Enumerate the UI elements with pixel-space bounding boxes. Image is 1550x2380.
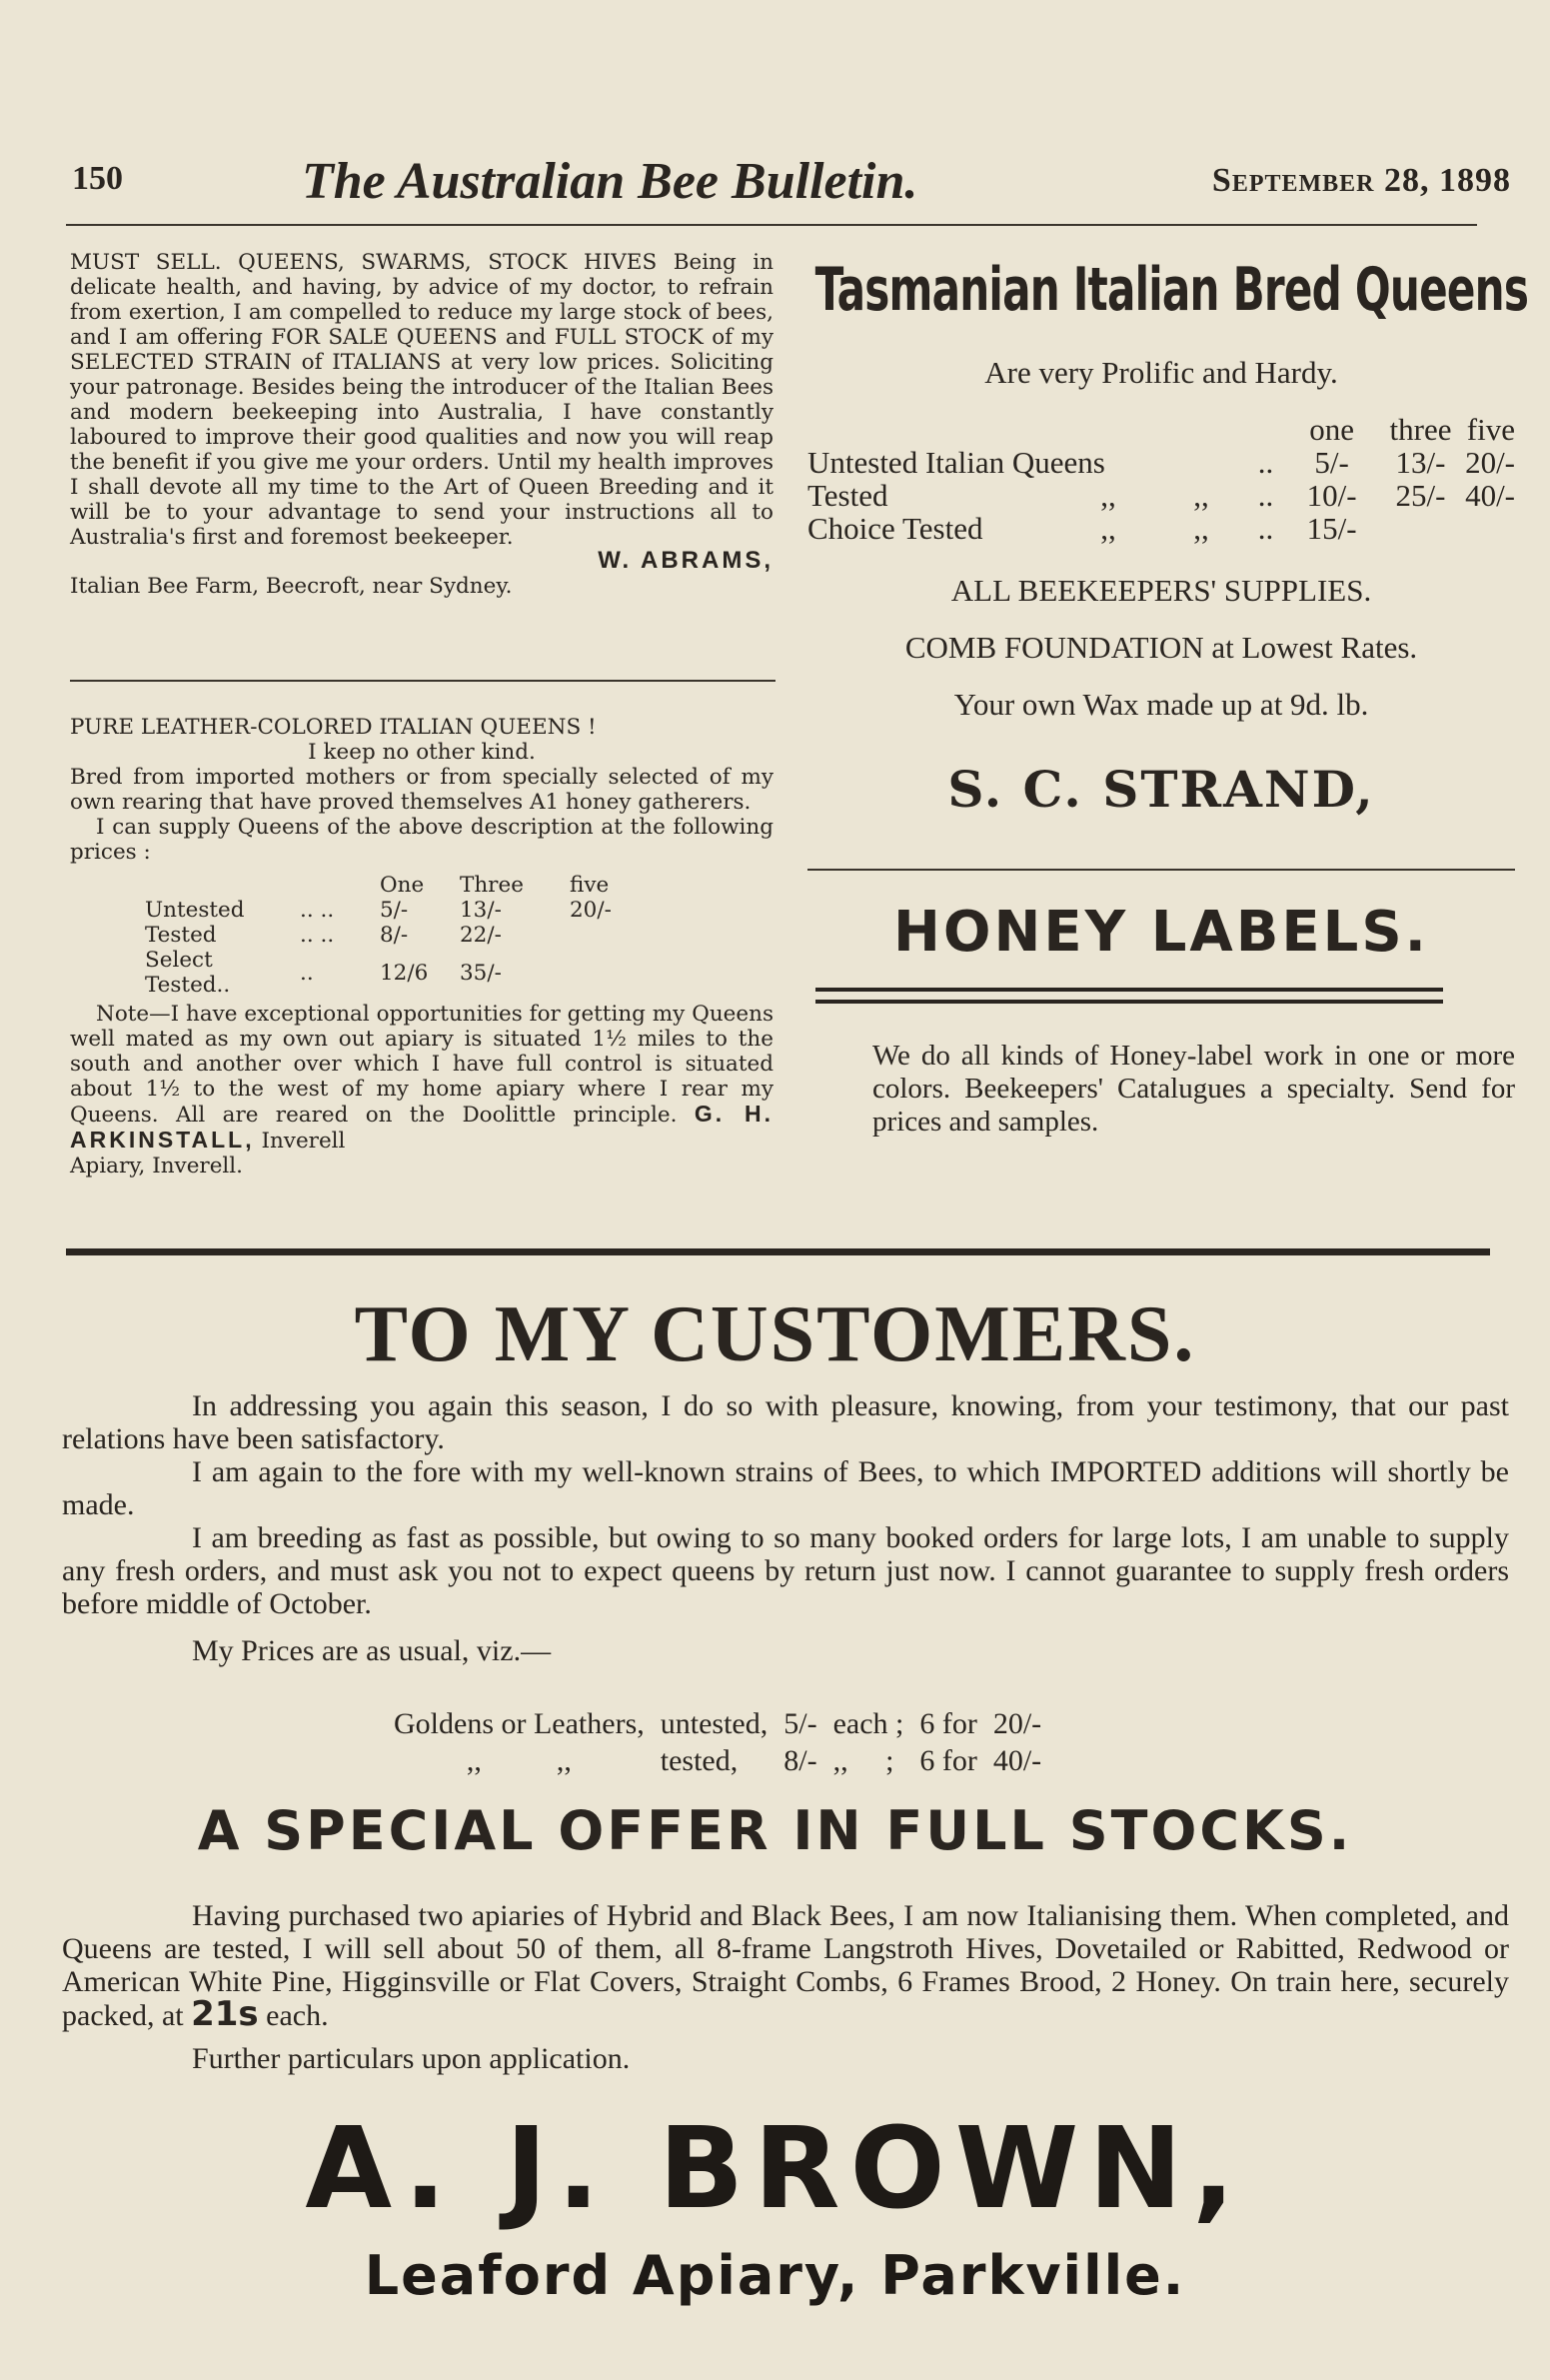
price-row: [70, 948, 612, 998]
special-offer-further: Further particulars upon application.: [192, 2042, 631, 2075]
strand-row-dots: ..: [1257, 445, 1274, 480]
customers-para-2: I am again to the fore with my well-known strains of Bees, to which IMPORTED additions will shortly be made.: [62, 1455, 1509, 1521]
price-header-row: [70, 873, 612, 898]
customers-price-row: [387, 1743, 1048, 1778]
page-header: [72, 153, 1511, 220]
price-row: [70, 898, 612, 923]
arkinstall-line2: Bred from imported mothers or from specially selected of my own rearing that have proved themselves A1 honey gatherers.: [70, 765, 774, 815]
customers-para-3: I am breeding as fast as possible, but owing to so many booked orders for large lots, I am unable to supply any fresh orders, and must ask you not to expect queens by return just now. I cannot guarantee to supply fresh orders before middle of October.: [62, 1521, 1509, 1620]
special-offer-body: [62, 1899, 1509, 2075]
price-row: [70, 923, 612, 948]
customers-price-table: [385, 1704, 1050, 1780]
strand-row-dots: ..: [1257, 478, 1274, 513]
honey-labels-title: HONEY LABELS.: [893, 900, 1429, 965]
arkinstall-line1: I keep no other kind.: [308, 740, 536, 765]
section-divider-rule: [66, 1248, 1490, 1255]
strand-col-one: one: [1309, 412, 1354, 447]
special-offer-price: 21s: [191, 1994, 259, 2034]
customers-para-1: In addressing you again this season, I do so with pleasure, knowing, from your testimony, that our past relations have been satisfactory.: [62, 1389, 1509, 1455]
strand-row-one: 15/-: [1306, 511, 1357, 546]
price-five: [570, 923, 612, 948]
strand-row-five: 40/-: [1465, 478, 1515, 513]
special-offer-text: Having purchased two apiaries of Hybrid and Black Bees, I am now Italianising them. When completed, and Queens are tested, I will sell about 50 of them, all 8-frame Langstroth Hives, Dovetailed or Rabitted, Redwood or American White Pine, Higginsville or Flat Covers, Straight Combs, 6 Frames Brood, 2 Honey. On train here, securely packed, at: [62, 1899, 1509, 2032]
strand-row-one: 5/-: [1314, 445, 1349, 480]
strand-row-five: 20/-: [1465, 445, 1515, 480]
strand-col-three: three: [1389, 412, 1452, 447]
issue-date: September 28, 1898: [1211, 162, 1511, 199]
abrams-advertisement: [70, 250, 774, 599]
strand-supplies: ALL BEEKEEPERS' SUPPLIES.: [950, 573, 1372, 608]
honey-rule-top: [815, 988, 1443, 992]
arkinstall-price-table: [70, 873, 612, 998]
price-cell: untested,: [660, 1707, 769, 1740]
arkinstall-address-tail: Inverell: [261, 1129, 346, 1154]
price-one: 5/-: [380, 898, 409, 923]
journal-title: The Australian Bee Bulletin.: [302, 153, 918, 210]
abrams-address: Italian Bee Farm, Beecroft, near Sydney.: [70, 574, 513, 599]
price-cell: Goldens or Leathers,: [394, 1707, 645, 1740]
strand-title: Tasmanian Italian Bred Queens: [814, 255, 1529, 325]
strand-row: [807, 446, 1515, 479]
price-cell: 6 for: [919, 1744, 977, 1777]
customers-heading: TO MY CUSTOMERS.: [354, 1290, 1196, 1378]
arkinstall-note: [70, 1002, 774, 1154]
price-cell: ,, ;: [832, 1744, 894, 1777]
special-offer-text-para: [62, 1899, 1509, 2032]
strand-row-one: 10/-: [1306, 478, 1357, 513]
strand-name: S. C. STRAND,: [947, 760, 1375, 819]
abrams-text: MUST SELL. QUEENS, SWARMS, STOCK HIVES Being in delicate health, and having, by advice of my doctor, to refrain from exertion, I am compelled to reduce my large stock of bees, and I am offering FOR SALE QUEENS and FULL STOCK of my SELECTED STRAIN of ITALIANS at very low prices. Soliciting your patronage. Besides being the introducer of the Italian Bees and modern beekeeping into Australia, I have constantly laboured to improve their good qualities and now you will reap the benefit if you give me your orders. Until my health improves I shall devote all my time to the Art of Queen Breeding and it will be to your advantage to send your instructions all to Australia's first and foremost beekeeper.: [70, 250, 774, 550]
special-offer-tail: each.: [266, 1999, 329, 2032]
price-cell: 5/-: [783, 1707, 817, 1740]
strand-row-five: [1465, 512, 1515, 545]
price-cell: 20/-: [992, 1707, 1042, 1740]
price-label: Untested: [145, 898, 245, 923]
strand-row-ditto: ,, ,,: [1100, 478, 1209, 513]
honey-labels-text: We do all kinds of Honey-label work in one or more colors. Beekeepers' Catalugues a specialty. Send for prices and samples.: [872, 1040, 1515, 1138]
column-divider-rule: [70, 680, 775, 682]
price-dots: ..: [300, 960, 314, 986]
brown-location: Leaford Apiary, Parkville.: [364, 2244, 1186, 2307]
arkinstall-address: Apiary, Inverell.: [70, 1154, 244, 1179]
price-dots: .. ..: [300, 923, 335, 948]
strand-row-label: Tested: [807, 478, 888, 513]
strand-wax: Your own Wax made up at 9d. lb.: [953, 687, 1369, 722]
arkinstall-signature: G. H. ARKINSTALL,: [70, 1101, 775, 1153]
price-five: 20/-: [570, 898, 612, 923]
price-one: 8/-: [380, 923, 409, 948]
price-cell: tested,: [660, 1744, 739, 1777]
price-three: 35/-: [460, 960, 502, 986]
price-header-five: five: [570, 873, 610, 898]
special-offer-heading: A SPECIAL OFFER IN FULL STOCKS.: [197, 1799, 1353, 1862]
price-header-one: One: [380, 873, 425, 898]
customers-price-row: [387, 1706, 1048, 1741]
price-three: 22/-: [460, 923, 502, 948]
price-dots: .. ..: [300, 898, 335, 923]
arkinstall-advertisement: [70, 715, 774, 1179]
arkinstall-note-text: Note—I have exceptional opportunities for getting my Queens well mated as my own out apiary is situated 1½ miles to the south and another over which I have full control is situated about 1½ to the west of my home apiary where I rear my Queens. All are reared on the Doolittle principle.: [70, 1002, 774, 1128]
strand-row: [807, 512, 1515, 545]
strand-row-dots: ..: [1257, 511, 1274, 546]
price-header-three: Three: [460, 873, 524, 898]
strand-comb: COMB FOUNDATION at Lowest Rates.: [904, 630, 1418, 665]
header-rule: [66, 224, 1477, 226]
strand-row-label: Untested Italian Queens: [807, 445, 1105, 480]
strand-price-table: [807, 413, 1515, 545]
price-cell: ,, ,,: [466, 1744, 572, 1777]
page-number: 150: [72, 160, 123, 197]
strand-row: [807, 479, 1515, 512]
brown-name: A. J. BROWN,: [305, 2104, 1245, 2234]
honey-rule-bottom: [815, 1000, 1443, 1004]
strand-row-three: 13/-: [1395, 445, 1446, 480]
price-cell: 6 for: [919, 1707, 977, 1740]
arkinstall-line3: I can supply Queens of the above description at the following prices :: [70, 815, 774, 865]
price-one: 12/6: [380, 960, 429, 986]
price-cell: 8/-: [783, 1744, 817, 1777]
strand-col-five: five: [1466, 412, 1515, 447]
strand-row-label: Choice Tested: [807, 511, 983, 546]
strand-row-ditto: ,, ,,: [1100, 511, 1209, 546]
customers-para-4: My Prices are as usual, viz.—: [192, 1634, 552, 1667]
price-three: 13/-: [460, 898, 502, 923]
strand-header-row: [807, 413, 1515, 446]
strand-divider-rule: [807, 869, 1515, 871]
price-cell: each ;: [832, 1707, 904, 1740]
strand-row-three: 25/-: [1395, 478, 1446, 513]
strand-advertisement: [807, 255, 1529, 1138]
price-five: [570, 948, 612, 998]
customers-body: [62, 1389, 1509, 1667]
strand-row-three: [1376, 512, 1465, 545]
price-label: Tested: [145, 923, 217, 948]
arkinstall-heading: PURE LEATHER-COLORED ITALIAN QUEENS !: [70, 715, 597, 740]
price-cell: 40/-: [992, 1744, 1042, 1777]
abrams-signature: W. ABRAMS,: [598, 547, 774, 574]
strand-subtitle: Are very Prolific and Hardy.: [984, 355, 1338, 390]
price-label: Select Tested..: [145, 948, 231, 998]
